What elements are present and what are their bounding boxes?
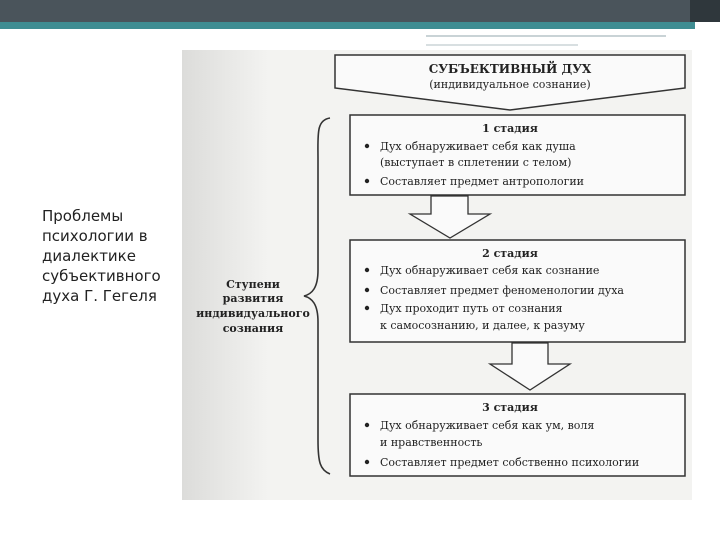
bullet [365,460,369,464]
stage-1-line-3: Составляет предмет антропологии [380,175,584,188]
stage-3-title: 3 стадия [482,401,538,414]
bullet [365,144,369,148]
stage-3-line-2: и нравственность [380,436,483,449]
down-arrow [490,343,570,390]
stage-3-line-3: Составляет предмет собственно психологии [380,456,640,469]
bullet [365,306,369,310]
stage-1-line-1: Дух обнаруживает себя как душа [380,140,576,153]
header-subtitle: (индивидуальное сознание) [429,78,591,91]
stage-2-line-3: Дух проходит путь от сознания [380,302,563,315]
stage-1-title: 1 стадия [482,122,538,135]
bullet [365,179,369,183]
bullet [365,288,369,292]
side-label-line-4: сознания [222,322,284,335]
stage-2-line-1: Дух обнаруживает себя как сознание [380,264,600,277]
stage-2-line-2: Составляет предмет феноменологии духа [380,284,624,297]
slide-title: Проблемы психологии в диалектике субъективного духа Г. Гегеля [42,207,161,305]
stage-1-line-2: (выступает в сплетении с телом) [380,156,572,169]
side-label-line-3: индивидуального [196,307,310,320]
side-label-line-2: развития [222,292,284,305]
stage-3-line-1: Дух обнаруживает себя как ум, воля [380,419,595,432]
stage-2-title: 2 стадия [482,247,538,260]
header-title: СУБЪЕКТИВНЫЙ ДУХ [428,62,592,76]
stage-2-line-4: к самосознанию, и далее, к разуму [380,319,585,332]
bullet [365,268,369,272]
side-label-line-1: Ступени [226,278,280,291]
down-arrow [410,196,490,238]
curly-brace [304,118,330,474]
bullet [365,423,369,427]
